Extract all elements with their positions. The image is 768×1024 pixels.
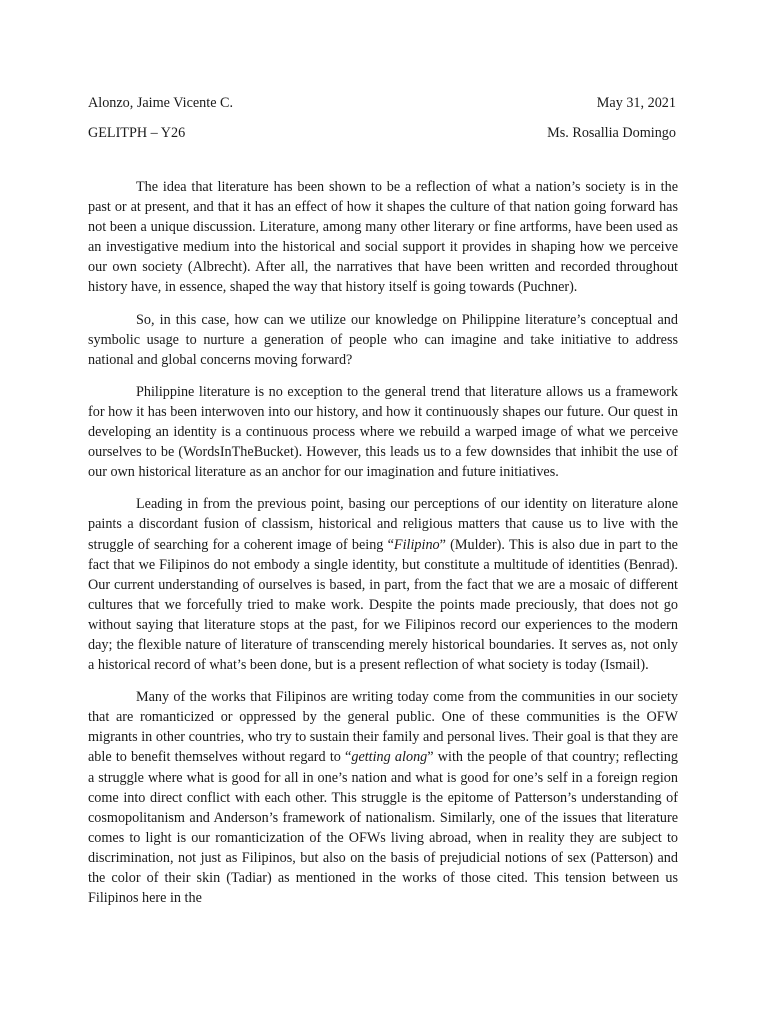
paragraph-4-italic-term: Filipino [393,536,440,553]
essay-body [88,177,678,920]
paragraph-5-text-a: Many of the works that Filipinos are writing today come from the communities in our society that are romanticized or oppressed by the general public. One of these communities is the OFW migrants in other countries, who try to sustain their family and personal lives. Their goal is that they are able to benefit themselves without regard to “ [88,689,678,766]
document-date: May 31, 2021 [596,95,676,111]
header-row-author-date [88,94,676,112]
author-name: Alonzo, Jaime Vicente C. [88,95,234,111]
instructor-name: Ms. Rosallia Domingo [547,125,676,141]
paragraph-4-text-b: ” (Mulder). This is also due in part to the fact that we Filipinos do not embody a single identity, but constitute a multitude of identities (Benrad). Our current understanding of ourselves is based, in part, from the fact that we are a mosaic of different cultures that we forcefully tried to make work. Despite the points made preciously, that does not go without saying that literature stops at the past, for we Filipinos record our experiences to the modern day; the flexible nature of literature of transcending merely historical boundaries. It serves as, not only a historical record of what’s been done, but is a present reflection of what society is today (Ismail). [88,536,678,674]
paragraph-5-italic-term: getting along [351,749,428,766]
header-row-course-instructor [88,124,676,142]
paragraph-3: Philippine literature is no exception to the general trend that literature allows us a framework for how it has been interwoven into our history, and how it continuously shapes our future. Our quest in developing an identity is a continuous process where we rebuild a warped image of what we perceive ourselves to be (WordsInTheBucket). However, this leads us to a few downsides that inhibit the use of our own historical literature as an anchor for our imagination and future initiatives. [88,383,678,481]
paragraph-1: The idea that literature has been shown to be a reflection of what a nation’s society is in the past or at present, and that it has an effect of how it shapes the culture of that nation going forward has not been a unique discussion. Literature, among many other literary or fine artforms, have been used as an investigative medium into the historical and social support it provides in shaping how we perceive our own society (Albrecht). After all, the narratives that have been written and recorded throughout history have, in essence, shaped the way that history itself is going towards (Puchner). [88,179,678,296]
paragraph-4-text-a: Leading in from the previous point, basing our perceptions of our identity on literature alone paints a discordant fusion of classism, historical and religious matters that cause us to live with the struggle of searching for a coherent image of being “ [88,496,678,553]
paragraph-4 [88,494,678,675]
course-code: GELITPH – Y26 [88,125,186,141]
paragraph-5 [88,687,678,908]
paragraph-2: So, in this case, how can we utilize our knowledge on Philippine literature’s conceptual and symbolic usage to nurture a generation of people who can imagine and take initiative to address national and global concerns moving forward? [88,311,678,368]
paragraph-5-text-b: ” with the people of that country; reflecting a struggle where what is good for all in one’s nation and what is good for one’s self in a foreign region come into direct conflict with each other. This struggle is the epitome of Patterson’s understanding of cosmopolitanism and Anderson’s framework of nationalism. Similarly, one of the issues that literature comes to light is our romanticization of the OFWs living abroad, when in reality they are subject to discrimination, not just as Filipinos, but also on the basis of prejudicial notions of sex (Patterson) and the color of their skin (Tadiar) as mentioned in the works of those cited. This tension between us Filipinos here in the [88,749,678,907]
